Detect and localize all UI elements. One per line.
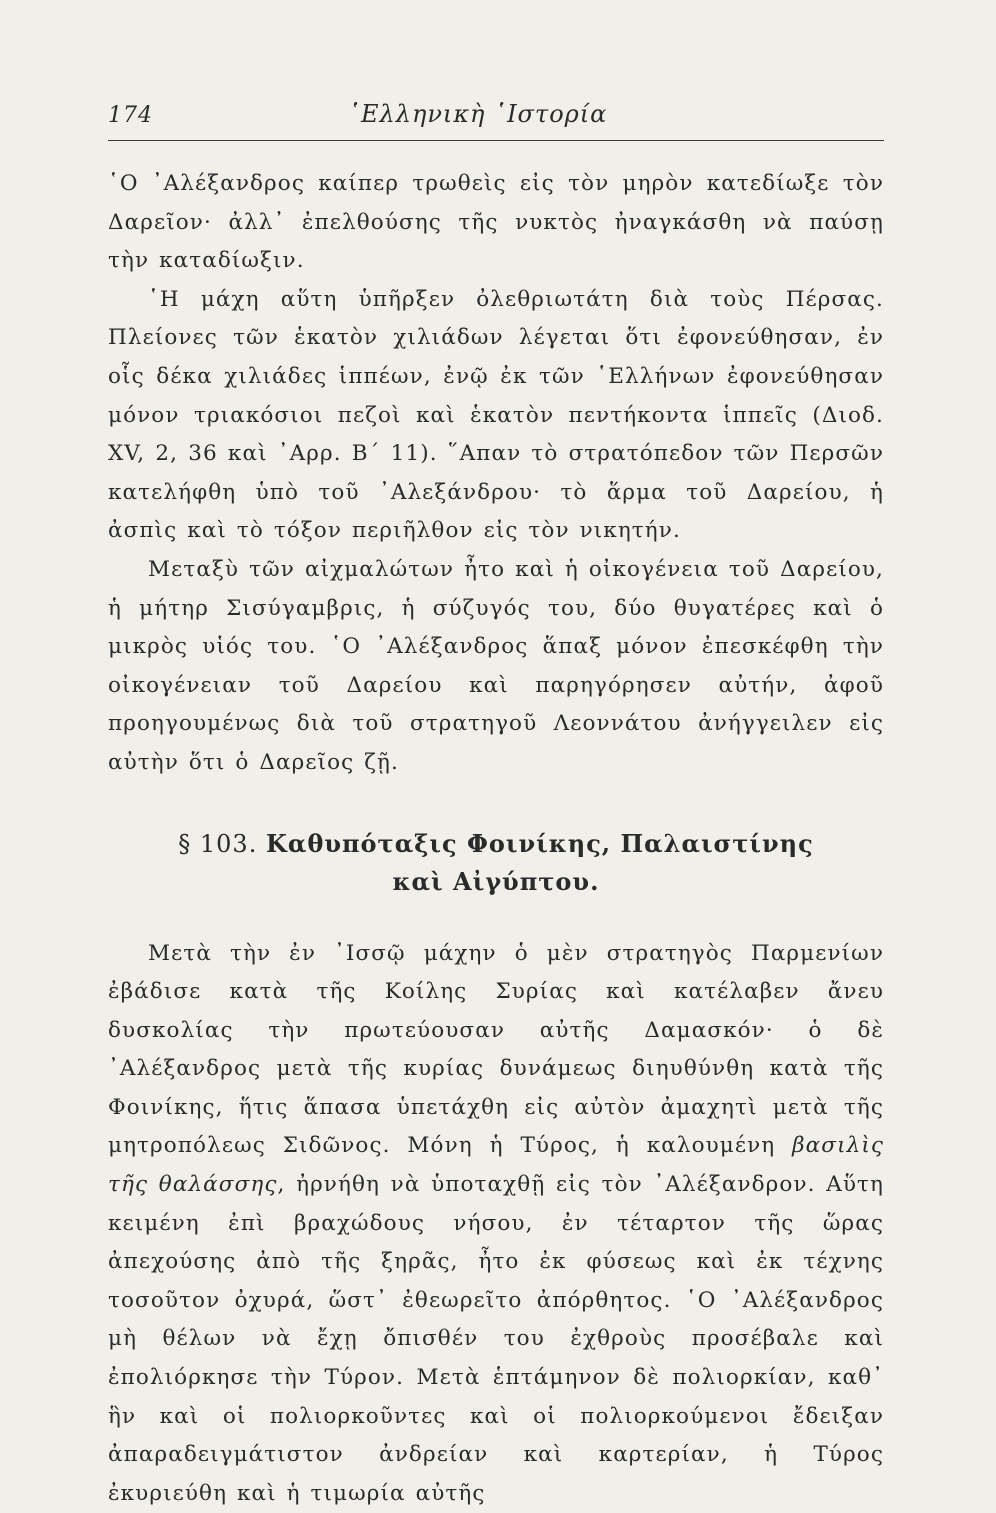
paragraph-4-italic: βασιλὶς τῆς θαλάσσης	[108, 1133, 884, 1197]
running-header	[108, 100, 884, 141]
page-number: 174	[108, 103, 348, 128]
paragraph-4	[108, 935, 884, 1513]
section-mark: § 103.	[178, 830, 257, 858]
paragraph-2: ῾Η μάχη αὕτη ὑπῆρξεν ὀλεθριωτάτη διὰ τοὺς Πέρσας. Πλείονες τῶν ἑκατὸν χιλιάδων λέγεται ὅτι ἐφονεύθησαν, ἐν οἷς δέκα χιλιάδες ἱππέων, ἐνῷ ἐκ τῶν ῾Ελλήνων ἐφονεύθησαν μόνον τριακόσιοι πεζοὶ καὶ ἑκατὸν πεντήκοντα ἱππεῖς (Διοδ. XV, 2, 36 καὶ ᾿Αρρ. Β΄ 11). ῞Απαν τὸ στρατόπεδον τῶν Περσῶν κατελήφθη ὑπὸ τοῦ ᾿Αλεξάνδρου· τὸ ἅρμα τοῦ Δαρείου, ἡ ἀσπὶς καὶ τὸ τόξον περιῆλθον εἰς τὸν νικητήν.	[108, 281, 884, 551]
section-title: Καθυπόταξις Φοινίκης, Παλαιστίνης	[266, 829, 814, 858]
paragraph-1: ῾Ο ᾿Αλέξανδρος καίπερ τρωθεὶς εἰς τὸν μηρὸν κατεδίωξε τὸν Δαρεῖον· ἀλλ᾿ ἐπελθούσης τῆς νυκτὸς ἠναγκάσθη νὰ παύσῃ τὴν καταδίωξιν.	[108, 165, 884, 281]
section-subtitle: καὶ Αἰγύπτου.	[108, 863, 884, 901]
body-text	[108, 165, 884, 1513]
paragraph-4-part-a: Μετὰ τὴν ἐν ᾿Ισσῷ μάχην ὁ μὲν στρατηγὸς Παρμενίων ἐβάδισε κατὰ τῆς Κοίλης Συρίας καὶ κατέλαβεν ἄνευ δυσκολίας τὴν πρωτεύουσαν αὐτῆς Δαμασκόν· ὁ δὲ ᾿Αλέξανδρος μετὰ τῆς κυρίας δυνάμεως διηυθύνθη κατὰ τῆς Φοινίκης, ἥτις ἅπασα ὑπετάχθη εἰς αὐτὸν ἀμαχητὶ μετὰ τῆς μητροπόλεως Σιδῶνος. Μόνη ἡ Τύρος, ἡ καλουμένη	[108, 941, 884, 1159]
section-heading	[108, 825, 884, 901]
paragraph-3: Μεταξὺ τῶν αἰχμαλώτων ἦτο καὶ ἡ οἰκογένεια τοῦ Δαρείου, ἡ μήτηρ Σισύγαμβρις, ἡ σύζυγός του, δύο θυγατέρες καὶ ὁ μικρὸς υἱός του. ῾Ο ᾿Αλέξανδρος ἅπαξ μόνον ἐπεσκέφθη τὴν οἰκογένειαν τοῦ Δαρείου καὶ παρηγόρησεν αὐτήν, ἀφοῦ προηγουμένως διὰ τοῦ στρατηγοῦ Λεοννάτου ἀνήγγειλεν εἰς αὐτὴν ὅτι ὁ Δαρεῖος ζῇ.	[108, 551, 884, 783]
running-title: ῾Ελληνικὴ ῾Ιστορία	[348, 100, 607, 128]
paragraph-4-part-b: , ἠρνήθη νὰ ὑποταχθῇ εἰς τὸν ᾿Αλέξανδρον. Αὕτη κειμένη ἐπὶ βραχώδους νήσου, ἐν τέταρτον τῆς ὥρας ἀπεχούσης ἀπὸ τῆς ξηρᾶς, ἦτο ἐκ φύσεως καὶ ἐκ τέχνης τοσοῦτον ὀχυρά, ὥστ᾿ ἐθεωρεῖτο ἀπόρθητος. ῾Ο ᾿Αλέξανδρος μὴ θέλων νὰ ἔχῃ ὄπισθέν του ἐχθροὺς προσέβαλε καὶ ἐπολιόρκησε τὴν Τύρον. Μετὰ ἑπτάμηνον δὲ πολιορκίαν, καθ᾿ ἣν καὶ οἱ πολιορκοῦντες καὶ οἱ πολιορκούμενοι ἔδειξαν ἀπαραδειγμάτιστον ἀνδρείαν καὶ καρτερίαν, ἡ Τύρος ἐκυριεύθη καὶ ἡ τιμωρία αὐτῆς	[108, 1172, 884, 1506]
